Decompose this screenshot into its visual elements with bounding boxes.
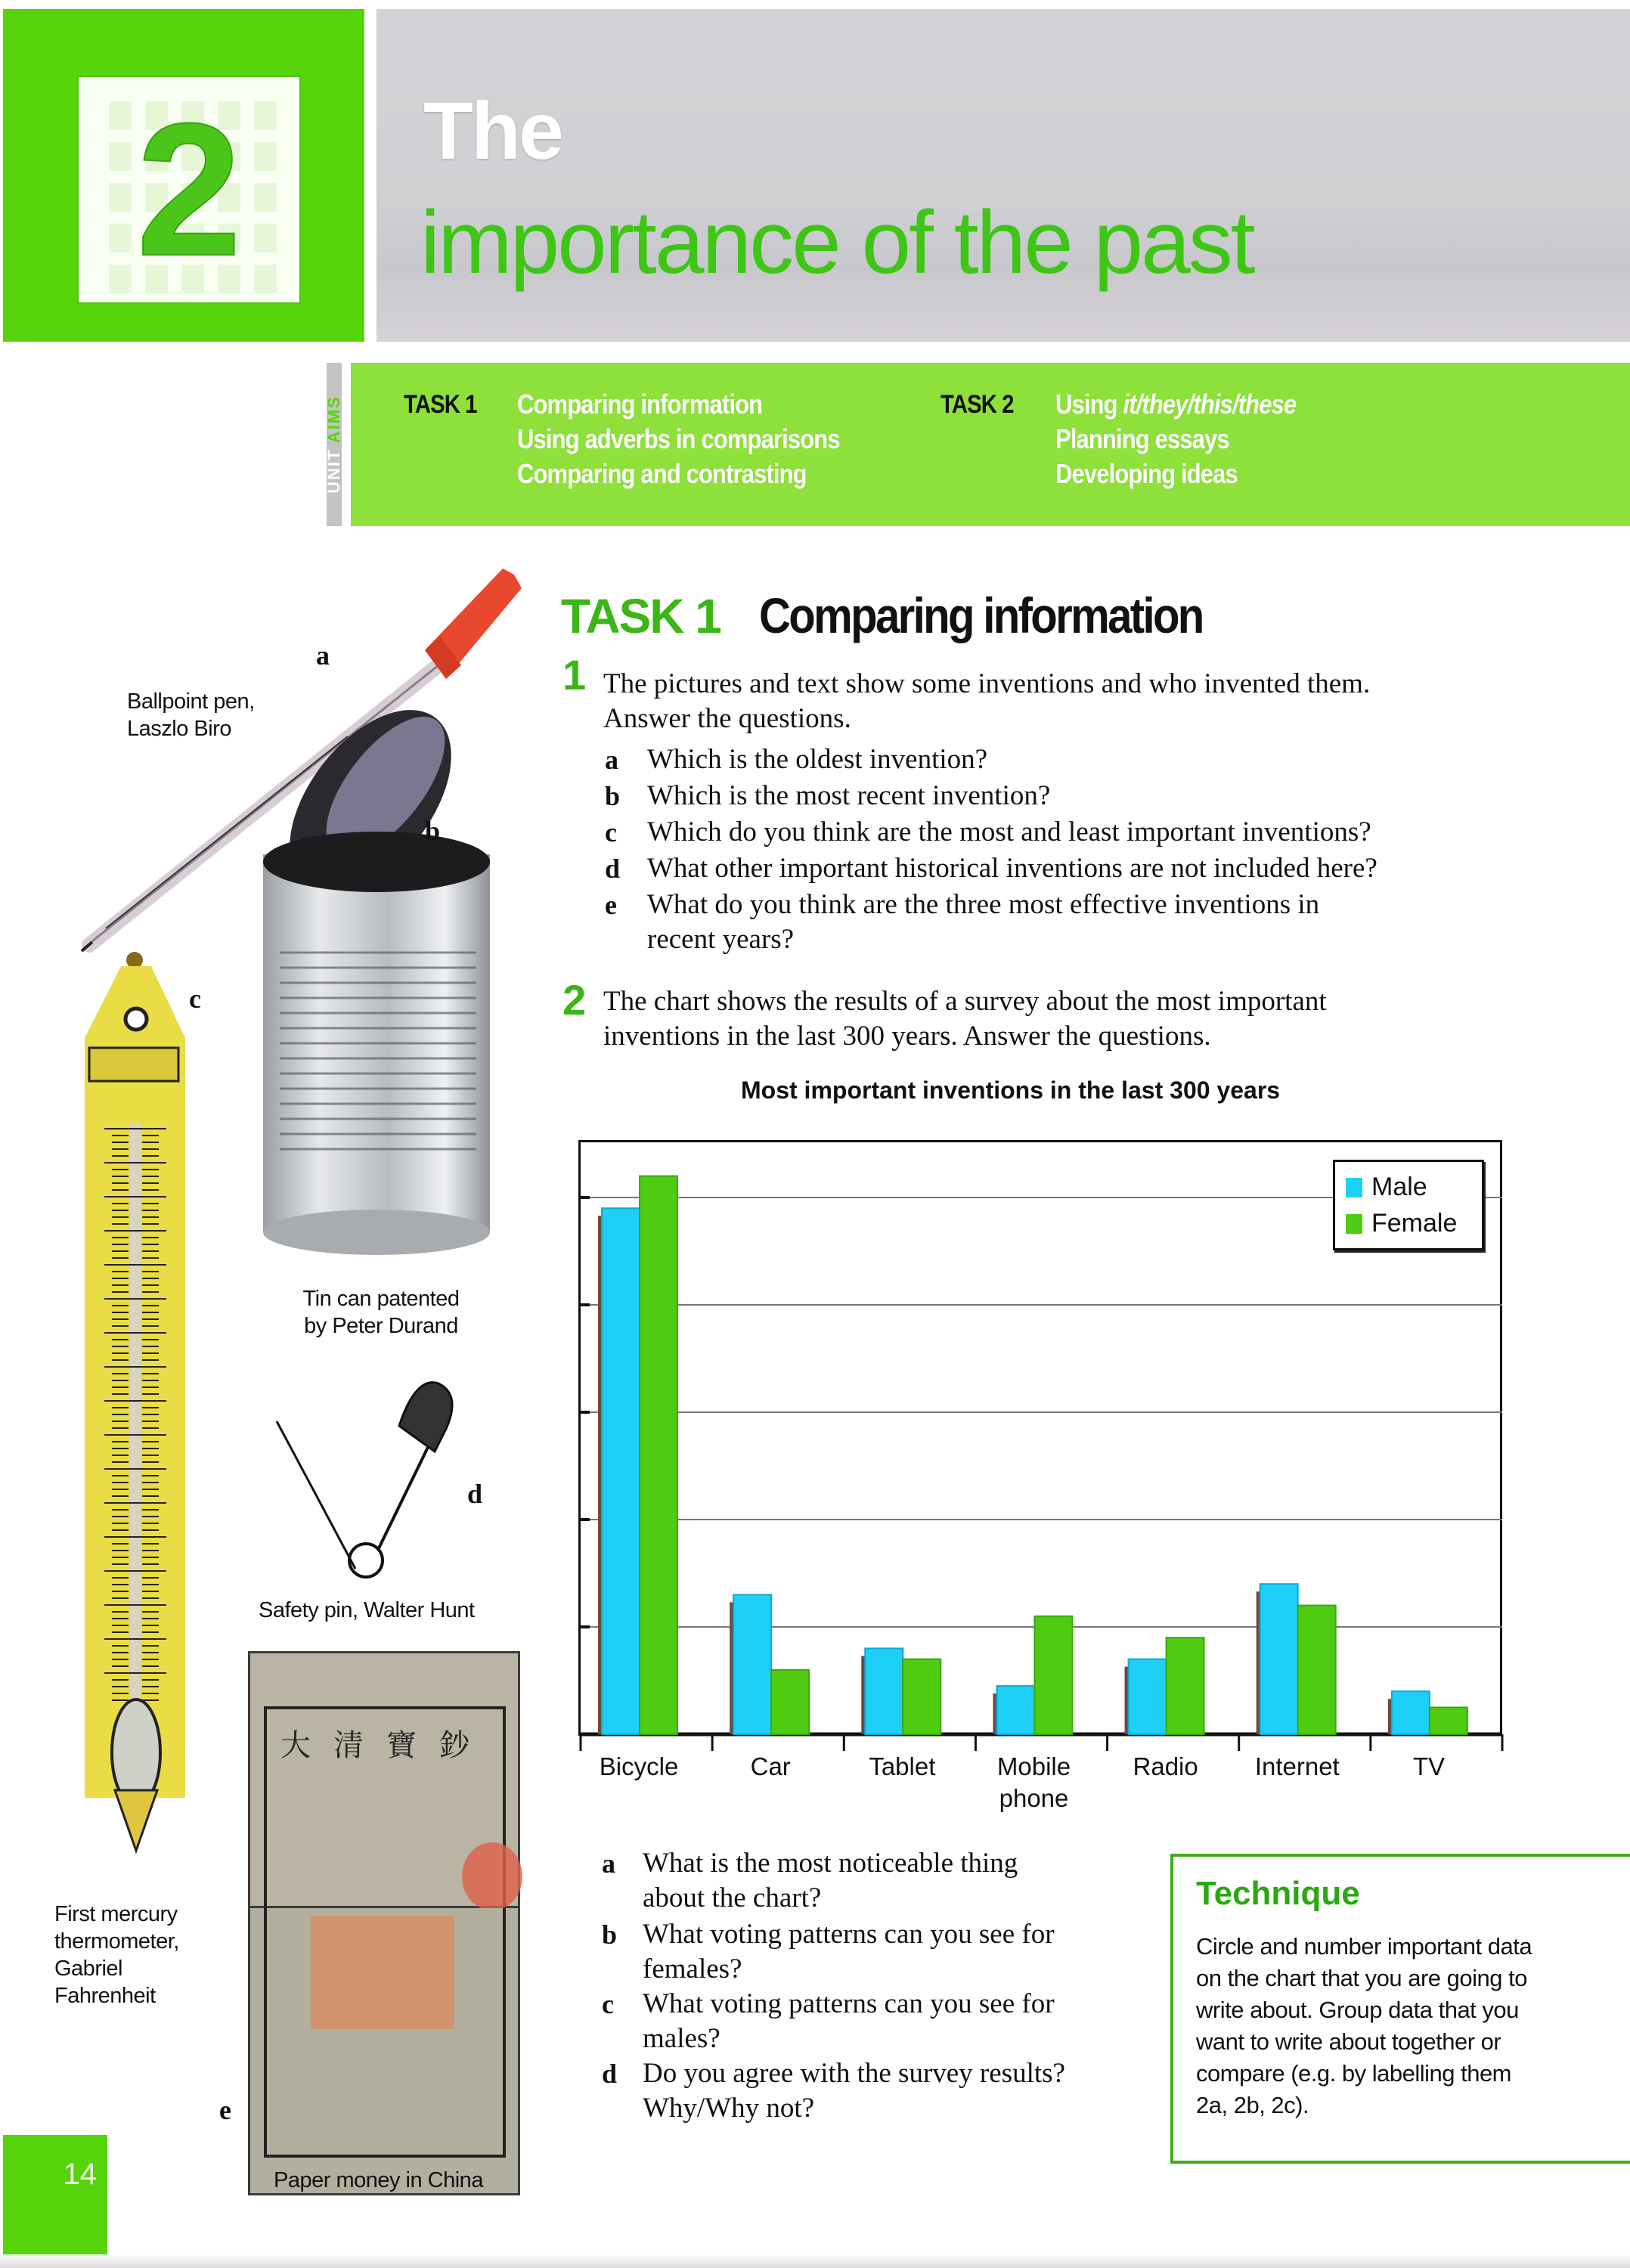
x-tick-label <box>838 1751 966 1783</box>
caption-safety-pin: Safety pin, Walter Hunt <box>259 1598 475 1622</box>
paper-money-image <box>248 1651 520 1908</box>
caption-line: First mercury <box>54 1902 178 1926</box>
bar-male-bicycle <box>602 1208 640 1734</box>
question-text: males? <box>643 2023 720 2054</box>
caption-paper-money: Paper money in China <box>274 2168 483 2192</box>
image-letter: a <box>316 640 330 671</box>
caption-line: Gabriel <box>54 1957 122 1981</box>
exercise-number: 1 <box>562 651 587 699</box>
question-text: What voting patterns can you see for <box>643 1919 1055 1950</box>
question-letter: b <box>605 781 621 811</box>
aims-task2-label: TASK 2 <box>941 390 1014 419</box>
question-letter: b <box>602 1919 618 1950</box>
x-tick-label-line: Bicycle <box>599 1752 679 1780</box>
question-text: Which is the most recent invention? <box>647 780 1051 811</box>
unit-aims-label-unit: UNIT <box>324 448 343 494</box>
unit-aims-band <box>351 363 1630 526</box>
question-letter: d <box>605 854 621 884</box>
caption-line: thermometer, <box>54 1929 179 1954</box>
page-edge-shadow <box>0 2254 1630 2268</box>
caption-line: by Peter Durand <box>304 1314 458 1338</box>
unit-aims-label-aims: AIMS <box>324 395 343 444</box>
image-letter: c <box>189 984 201 1014</box>
aims-task2-item <box>1055 389 1296 420</box>
x-tick-label-line: phone <box>999 1784 1069 1812</box>
caption-line: Laszlo Biro <box>127 717 231 741</box>
tin-can-image <box>257 703 499 1263</box>
x-tick-label <box>1365 1751 1493 1783</box>
question-text: females? <box>643 1954 742 1984</box>
page-title-line2: importance of the past <box>420 193 1253 293</box>
aims-task1-item: Using adverbs in comparisons <box>517 423 840 454</box>
page-number: 14 <box>63 2158 97 2191</box>
bar-female-tv <box>1430 1708 1467 1735</box>
aims-task2-item: Planning essays <box>1055 423 1229 454</box>
caption-tin-can <box>290 1285 472 1340</box>
question-letter: c <box>605 817 617 847</box>
exercise1-instruction: The pictures and text show some inventions and who invented them. <box>603 668 1371 699</box>
aims-task2-item-prefix: Using <box>1055 389 1123 420</box>
bar-male-car <box>733 1594 771 1734</box>
question-letter: d <box>602 2059 618 2089</box>
chart-title: Most important inventions in the last 300 years <box>741 1077 1281 1104</box>
legend-item-male <box>1346 1173 1427 1202</box>
question-text: Which is the oldest invention? <box>647 744 988 775</box>
exercise1-instruction: Answer the questions. <box>603 703 851 734</box>
unit-number-block <box>3 9 364 342</box>
paper-money-image-lower <box>248 1908 520 2195</box>
question-text: What is the most noticeable thing <box>643 1848 1018 1879</box>
question-letter: a <box>602 1848 615 1879</box>
technique-title: Technique <box>1196 1875 1360 1912</box>
legend-swatch-female <box>1346 1214 1362 1234</box>
aims-task1-item: Comparing information <box>517 389 763 420</box>
question-text: Do you agree with the survey results? <box>643 2058 1065 2089</box>
legend-item-female <box>1346 1209 1457 1238</box>
x-tick-label <box>1233 1751 1362 1783</box>
caption-line: Tin can patented <box>302 1287 460 1311</box>
x-tick-label-line: Internet <box>1254 1752 1340 1780</box>
question-text: What do you think are the three most effective inventions in <box>647 889 1320 920</box>
bar-male-radio <box>1129 1659 1167 1734</box>
banknote-title: 大清寶鈔 <box>280 1728 492 1763</box>
banknote-stamp <box>311 1916 454 2029</box>
bar-female-internet <box>1298 1606 1336 1734</box>
aims-task1-label: TASK 1 <box>404 390 477 419</box>
question-letter: e <box>605 890 617 920</box>
question-text: Which do you think are the most and least important inventions? <box>647 816 1371 847</box>
aims-task2-item-italic: it/they/this/these <box>1123 389 1297 420</box>
x-tick-label <box>575 1751 703 1783</box>
x-tick-label-line: TV <box>1412 1752 1445 1780</box>
unit-aims-side-tab <box>324 363 343 526</box>
legend-label-female: Female <box>1371 1209 1458 1238</box>
question-text: What voting patterns can you see for <box>643 1988 1055 2019</box>
caption-line: Fahrenheit <box>54 1984 156 2008</box>
technique-body: Circle and number important data on the chart that you are going to write about. Group data that you want to write about together or compare (e.g. by labelling them 2a, 2b, 2c). <box>1196 1933 1532 2118</box>
bar-female-mobile-phone <box>1034 1616 1072 1734</box>
safety-pin-image <box>272 1368 469 1595</box>
legend-swatch-male <box>1346 1178 1362 1198</box>
caption-line: Ballpoint pen, <box>127 689 255 714</box>
image-letter: d <box>467 1479 483 1509</box>
image-letter: e <box>219 2095 231 2125</box>
unit-number: 2 <box>136 84 242 295</box>
bar-male-tablet <box>865 1648 903 1734</box>
x-tick-label-line: Car <box>750 1752 791 1780</box>
question-text: about the chart? <box>643 1882 822 1913</box>
page-number-box <box>3 2135 107 2268</box>
thermometer-image <box>76 951 197 1873</box>
x-tick-label-line: Mobile <box>996 1752 1071 1780</box>
aims-task1-item: Comparing and contrasting <box>517 458 807 489</box>
banknote-seal <box>462 1842 522 1910</box>
bar-female-radio <box>1167 1637 1204 1734</box>
question-text: What other important historical inventions are not included here? <box>647 853 1377 884</box>
bar-male-internet <box>1260 1584 1298 1734</box>
page-title-line1: The <box>423 85 562 176</box>
bar-male-mobile-phone <box>996 1686 1034 1734</box>
caption-thermometer <box>54 1901 179 2009</box>
question-letter: a <box>605 745 618 775</box>
exercise2-instruction: inventions in the last 300 years. Answer the questions. <box>603 1021 1211 1052</box>
technique-box <box>1170 1854 1630 2164</box>
x-tick-label <box>970 1751 1099 1814</box>
chart-legend <box>1333 1160 1484 1250</box>
bar-female-car <box>771 1670 809 1734</box>
task-label: TASK 1 <box>561 589 720 643</box>
x-tick-label-line: Tablet <box>869 1752 936 1780</box>
question-text: Why/Why not? <box>643 2093 815 2124</box>
bar-female-tablet <box>903 1659 941 1734</box>
x-tick-label-line: Radio <box>1133 1752 1198 1780</box>
task-title: Comparing information <box>759 587 1203 643</box>
x-tick-label <box>1102 1751 1230 1783</box>
unit-aims-label <box>324 395 344 494</box>
x-tick-label <box>706 1751 835 1783</box>
image-letter: b <box>425 816 441 846</box>
legend-label-male: Male <box>1371 1173 1427 1201</box>
question-letter: c <box>602 1989 614 2019</box>
exercise2-instruction: The chart shows the results of a survey about the most important <box>603 986 1327 1017</box>
exercise-number: 2 <box>562 976 587 1024</box>
aims-task2-item: Developing ideas <box>1055 458 1238 489</box>
bar-male-tv <box>1392 1691 1430 1734</box>
unit-number-tile <box>77 76 301 304</box>
caption-ballpoint-pen <box>127 688 255 742</box>
question-text: recent years? <box>647 924 795 955</box>
bar-female-bicycle <box>640 1176 677 1734</box>
